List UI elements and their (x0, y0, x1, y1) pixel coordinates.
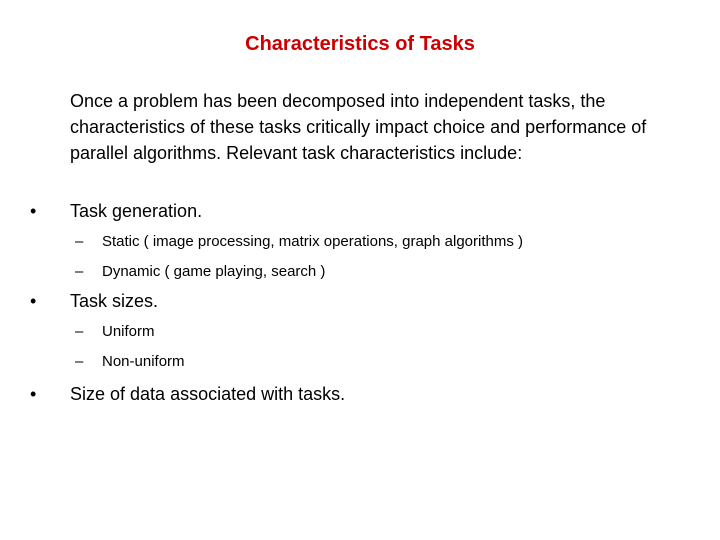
sub-bullet-text: Dynamic ( game playing, search ) (102, 263, 326, 280)
bullet-text: Size of data associated with tasks. (70, 384, 346, 404)
bullet-text: Task sizes. (70, 291, 159, 311)
sub-bullet-text: Non-uniform (102, 353, 185, 370)
sub-bullet-marker: – (75, 353, 84, 370)
slide-title: Characteristics of Tasks (245, 33, 475, 55)
bullet-text: Task generation. (70, 201, 203, 221)
sub-bullet-text: Static ( image processing, matrix operations, graph algorithms ) (102, 233, 524, 250)
bullet-marker: • (30, 291, 37, 311)
sub-bullet-marker: – (75, 323, 84, 340)
intro-paragraph: Once a problem has been decomposed into independent tasks, the characteristics of these tasks critically impact choice and performance of parallel algorithms. Relevant task characteristics include: (70, 91, 647, 163)
bullet-marker: • (30, 384, 37, 404)
sub-bullet-marker: – (75, 233, 84, 250)
sub-bullet-marker: – (75, 263, 84, 280)
bullet-marker: • (30, 201, 37, 221)
sub-bullet-text: Uniform (102, 323, 155, 340)
